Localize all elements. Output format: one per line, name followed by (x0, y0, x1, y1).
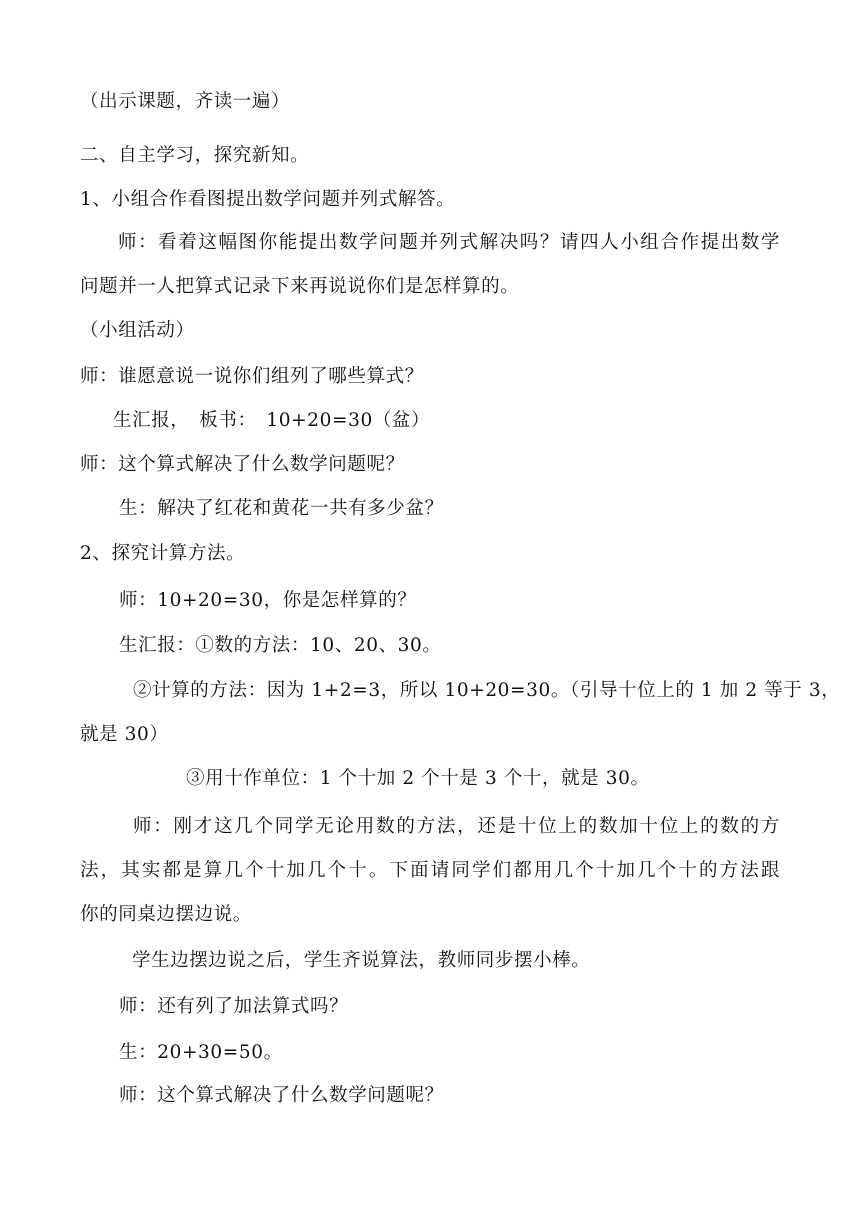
paragraph-teacher-ask-problem: 师：这个算式解决了什么数学问题呢？ (80, 454, 405, 475)
paragraph-teacher-how-calc: 师：10+20=30，你是怎样算的？ (119, 590, 417, 611)
paragraph-tens-unit-method: ③用十作单位：1 个十加 2 个十是 3 个十，就是 30。 (186, 768, 650, 789)
paragraph-calculation-method-line1: ②计算的方法：因为 1+2=3，所以 10+20=30。（引导十位上的 1 加 2 等于 3， (133, 680, 841, 701)
paragraph-teacher-ask-problem-2: 师：这个算式解决了什么数学问题呢？ (119, 1085, 444, 1106)
paragraph-counting-method: 生汇报：①数的方法：10、20、30。 (119, 635, 442, 656)
paragraph-teacher-ask-formulas: 师：谁愿意说一说你们组列了哪些算式？ (80, 366, 424, 387)
paragraph-student-second-formula: 生：20+30=50。 (119, 1042, 283, 1063)
paragraph-teacher-question-line2: 问题并一人把算式记录下来再说说你们是怎样算的。 (80, 276, 520, 297)
section-heading-self-study: 二、自主学习，探究新知。 (80, 145, 310, 166)
paragraph-teacher-question-line1: 师：看着这幅图你能提出数学问题并列式解决吗？请四人小组合作提出数学 (118, 232, 780, 253)
paragraph-group-activity: （小组活动） (80, 320, 195, 341)
paragraph-teacher-summary-line1: 师：刚才这几个同学无论用数的方法，还是十位上的数加十位上的数的方 (133, 816, 780, 837)
paragraph-student-answer: 生：解决了红花和黄花一共有多少盆？ (119, 498, 444, 519)
paragraph-calculation-method-line2: 就是 30） (80, 724, 169, 745)
paragraph-teacher-summary-line2: 法，其实都是算几个十加几个十。下面请同学们都用几个十加几个十的方法跟 (80, 860, 780, 881)
paragraph-student-report: 生汇报， 板书： 10+20=30（盆） (113, 410, 431, 431)
paragraph-teacher-summary-line3: 你的同桌边摆边说。 (80, 904, 252, 925)
paragraph-show-topic: （出示课题，齐读一遍） (80, 91, 291, 112)
paragraph-students-demonstrate: 学生边摆边说之后，学生齐说算法，教师同步摆小棒。 (132, 950, 591, 971)
paragraph-teacher-other-formula: 师：还有列了加法算式吗？ (119, 996, 349, 1017)
subsection-heading-calc-method: 2、探究计算方法。 (80, 543, 246, 564)
subsection-heading-group-work: 1、小组合作看图提出数学问题并列式解答。 (80, 189, 456, 210)
